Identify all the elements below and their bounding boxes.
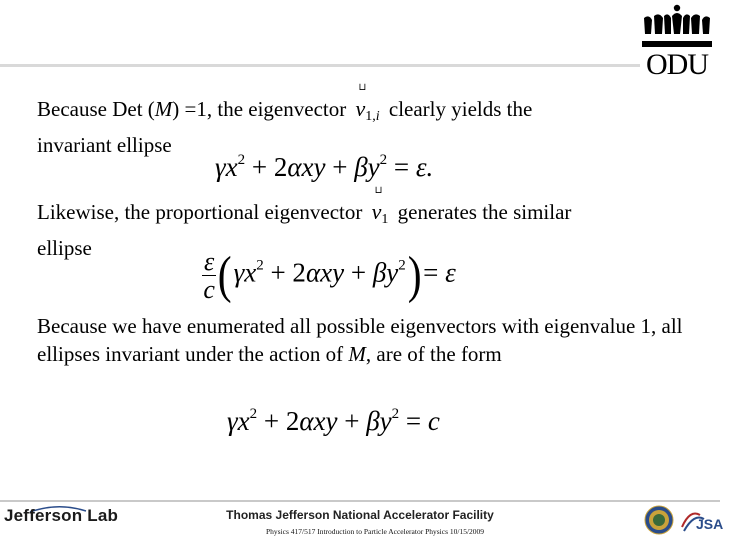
- eigenvector-v1: [371, 185, 389, 234]
- equation-invariant-ellipse: $\gamma x^2 + 2\alpha xy + \beta y^2 = \varepsilon$.: [215, 152, 434, 182]
- text-span: Because we have enumerated all possible eigenvectors with eigenvalue 1, all ellipses invariant under the action of: [37, 314, 683, 366]
- equation-rhs: ε.: [415, 152, 434, 182]
- doe-seal-icon: [644, 505, 674, 535]
- paragraph-conclusion: [37, 312, 697, 368]
- vector-subscript: 1: [381, 212, 389, 227]
- equation-scaled-ellipse: $\frac{\varepsilon}{c}$ $(\gamma x^2 + 2\alpha xy + \beta y^2)= \varepsilon$: [203, 246, 456, 304]
- jsa-logo: [678, 505, 724, 535]
- fraction-numerator: ε: [204, 247, 215, 276]
- matrix-symbol: M: [348, 342, 366, 366]
- top-divider: [0, 64, 640, 67]
- text-span: invariant ellipse: [37, 133, 172, 157]
- text-span: Because Det (: [37, 97, 155, 121]
- text-span: generates the similar: [397, 200, 572, 224]
- bottom-divider: [0, 500, 720, 502]
- subscript-var: i: [375, 109, 380, 124]
- course-footnote: Physics 417/517 Introduction to Particle Accelerator Physics 10/15/2009: [265, 527, 485, 536]
- jefferson-lab-logo: Jefferson Lab: [4, 506, 119, 525]
- facility-name: Thomas Jefferson National Accelerator Facility: [226, 508, 494, 522]
- vector-subscript: [365, 109, 379, 124]
- matrix-symbol: M: [154, 97, 173, 121]
- text-span: Likewise, the proportional eigenvector: [37, 200, 363, 224]
- equation-rhs: ε: [445, 257, 456, 288]
- vector-base: v: [355, 96, 366, 121]
- crown-icon: [640, 4, 714, 40]
- text-span: , are of the form: [365, 342, 502, 366]
- odu-logo: [640, 4, 714, 84]
- equation-rhs: c: [427, 406, 440, 436]
- logo-bar: [642, 41, 712, 47]
- vector-arrow-icon: ⊔: [374, 185, 383, 196]
- equation-general-form: $\gamma x^2 + 2\alpha xy + \beta y^2 = c$: [227, 406, 440, 436]
- fraction-denominator: c: [203, 275, 215, 304]
- paragraph-det: [37, 82, 677, 159]
- subscript-number: 1,: [365, 109, 376, 124]
- eigenvector-v1i: [355, 82, 380, 131]
- vector-base: v: [371, 199, 382, 224]
- jsa-text: JSA: [696, 516, 724, 532]
- text-span: clearly yields the: [388, 97, 533, 121]
- vector-arrow-icon: ⊔: [358, 82, 367, 93]
- text-span: ellipse: [37, 236, 92, 260]
- logo-text: ODU: [646, 48, 708, 81]
- fraction: [202, 248, 216, 303]
- text-span: ) =1, the eigenvector: [172, 97, 347, 121]
